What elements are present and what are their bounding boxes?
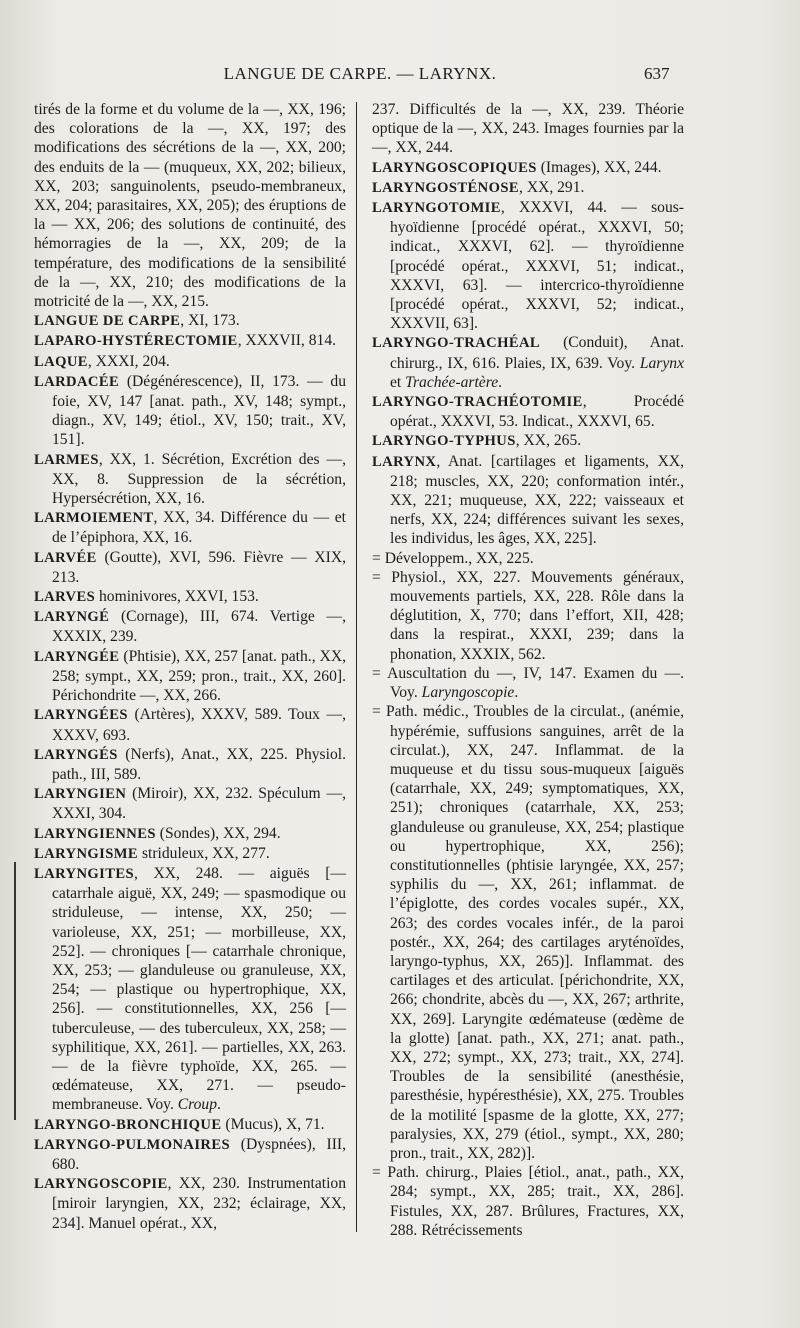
page-number: 637: [644, 64, 670, 83]
entry-text: (Mucus), X, 71.: [221, 1115, 325, 1133]
entry-headword: LARYNGITES: [34, 865, 134, 882]
entry-text: (Artères), XXXV, 589. Toux —, XXXV, 693.: [52, 706, 346, 744]
index-entry: [372, 452, 684, 549]
index-entry: [34, 1174, 346, 1233]
entry-text: , XXXI, 204.: [87, 352, 170, 370]
entry-headword: LARMES: [34, 451, 99, 468]
index-entry: [34, 548, 346, 587]
entry-headword: LAQUE: [34, 353, 88, 370]
entry-cross-reference: Laryngoscopie: [421, 684, 515, 702]
entry-headword: LARYNGIENNES: [34, 825, 156, 842]
index-entry: [34, 100, 346, 311]
index-entry: [34, 844, 346, 864]
entry-headword: LARYNGOTOMIE: [372, 200, 501, 217]
entry-headword: LARYNGO-PULMONAIRES: [34, 1136, 231, 1153]
entry-text: (Images), XX, 244.: [536, 158, 662, 176]
index-entry: [372, 664, 684, 702]
entry-headword: LARYNX: [372, 453, 437, 470]
index-entry: [34, 784, 346, 823]
entry-text: = Path. chirurg., Plaies [étiol., anat., path., XX, 284; sympt., XX, 285; trait., XX, 286]. Fistules, XX, 287. Brûlures, Fractures, XX, 288. Rétrécissements: [372, 1164, 684, 1239]
entry-text: = Développem., XX, 225.: [372, 549, 534, 567]
index-entry: [34, 1135, 346, 1174]
entry-text: , XX, 230. Instrumentation [miroir laryngien, XX, 232; éclairage, XX, 234]. Manuel opérat., XX,: [52, 1175, 346, 1232]
entry-text: .: [217, 1096, 221, 1114]
entry-text: hominivores, XXVI, 153.: [95, 588, 259, 606]
right-column: [372, 100, 684, 1240]
index-entry: [34, 647, 346, 706]
entry-text: , XX, 34. Différence du — et de l’épiphora, XX, 16.: [52, 509, 346, 547]
entry-text: = Auscultation du —, IV, 147. Examen du —. Voy.: [372, 664, 684, 702]
entry-headword: LARYNGÉE: [34, 648, 120, 665]
entry-text: (Cornage), III, 674. Vertige —, XXXIX, 239.: [52, 608, 346, 646]
index-entry: [34, 1115, 346, 1135]
entry-text: .: [514, 684, 519, 702]
entry-text: (Goutte), XVI, 596. Fièvre — XIX, 213.: [52, 548, 346, 586]
index-entry: [34, 331, 346, 351]
entry-headword: LARVÉE: [34, 549, 97, 566]
entry-text: (Nerfs), Anat., XX, 225. Physiol. path., III, 589.: [52, 745, 346, 783]
entry-text: , Anat. [cartilages et ligaments, XX, 218; muscles, XX, 220; conformation intér., XX, 221; muqueuse, XX, 222; vaisseaux et nerfs, XX, 224; différences suivant les sexes, les individus, les âges, XX, 225].: [390, 452, 684, 548]
index-entry: [372, 568, 684, 664]
index-entry: [34, 352, 346, 372]
running-header: [0, 64, 800, 92]
entry-headword: LARYNGISME: [34, 845, 139, 862]
entry-headword: LAPARO-HYSTÉRECTOMIE: [34, 333, 238, 350]
entry-cross-reference: Croup: [177, 1096, 218, 1114]
index-entry: [372, 702, 684, 1163]
entry-text: , XX, 265.: [515, 432, 582, 450]
entry-text: , Procédé opérat., XXXVI, 53. Indicat., XXXVI, 65.: [390, 393, 684, 431]
margin-pencil-mark: [14, 862, 16, 1120]
entry-headword: LARYNGÉ: [34, 609, 110, 626]
index-entry: [372, 549, 684, 568]
index-entry: [372, 178, 684, 198]
entry-headword: LARYNGO-TYPHUS: [372, 433, 516, 450]
entry-headword: LANGUE DE CARPE: [34, 313, 181, 330]
column-divider: [356, 102, 357, 1232]
entry-text: (Dégénérescence), II, 173. — du foie, XV, 147 [anat. path., XV, 148; sympt., diagn., XV, 149; étiol., XV, 150; trait., XV, 151].: [52, 372, 346, 449]
index-entry: [372, 333, 684, 392]
entry-text: (Phtisie), XX, 257 [anat. path., XX, 258; sympt., XX, 259; pron., trait., XX, 260]. Périchondrite —, XX, 266.: [52, 647, 346, 705]
entry-text: = Path. médic., Troubles de la circulat., (anémie, hypérémie, suffusions sanguines, arrêt de la circulat.), XX, 247. Inflammat. de la muqueuse et du tissu sous-muqueux [aiguës (catarrhale, XX, 249; symptomatiques, XX, 251); chroniques (catarrhale, XX, 253; glanduleuse ou granuleuse, XX, 254; plastique ou hypertrophique, XX, 256); constitutionnelles (phtisie laryngée, XX, 257; syphilis du —, XX, 261; inflammat. de l’épiglotte, des cordes vocales supér., XX, 263; des cordes vocales infér., de la paroi postér., XX, 264; des cartilages aryténoïdes, laryngo-typhus, XX, 265)]. Inflammat. des cartilages et des articulat. [périchondrite, XX, 266; chondrite, abcès du —, XX, 267; arthrite, XX, 269]. Laryngite œdémateuse (œdème de la glotte) [anat. path., XX, 271; anat. path., XX, 272; sympt., XX, 273; trait., XX, 274]. Troubles de la sensibilité (anesthésie, paresthésie, hypéresthésie), XX, 275. Troubles de la motilité [spasme de la glotte, XX, 277; paralysies, XX, 279 (étiol., sympt., XX, 280; pron., trait., XX, 282)].: [372, 703, 684, 1162]
entry-text: striduleux, XX, 277.: [138, 844, 270, 862]
entry-text: 237. Difficultés de la —, XX, 239. Théorie optique de la —, XX, 243. Images fournies par la —, XX, 244.: [372, 101, 684, 157]
entry-text: , XXXVI, 44. — sous-hyoïdienne [procédé opérat., XXXVI, 50; indicat., XXXVI, 62]. — thyroïdienne [procédé opérat., XXXVI, 51; indicat., XXXVI, 63]. — intercrico-thyroïdienne [procédé opérat., XXXVI, 52; indicat., XXXVII, 63].: [390, 199, 684, 333]
index-entry: [34, 864, 346, 1115]
entry-text: et: [390, 373, 406, 391]
entry-cross-reference: Larynx: [639, 354, 684, 372]
entry-cross-reference: Trachée-artère: [405, 373, 499, 391]
entry-text: , XI, 173.: [180, 312, 240, 330]
entry-headword: LARYNGO-BRONCHIQUE: [34, 1116, 222, 1133]
entry-text: tirés de la forme et du volume de la —, XX, 196; des colorations de la —, XX, 197; des modifications des sécrétions de la —, XX, 200; des enduits de la — (muqueux, XX, 202; bilieux, XX, 203; sanguinolents, pseudo-membraneux, XX, 204; parasitaires, XX, 205); des éruptions de la — XX, 206; des solutions de continuité, des hémorragies de la —, XX, 209; de la température, des modifications de la sensibilité de la —, XX, 210; des modifications de la motricité de la —, XX, 215.: [34, 101, 346, 311]
left-column: [34, 100, 346, 1233]
entry-headword: LARDACÉE: [34, 373, 120, 390]
index-entry: [372, 100, 684, 158]
entry-text: (Sondes), XX, 294.: [155, 824, 281, 842]
index-entry: [34, 450, 346, 509]
entry-text: .: [498, 373, 503, 391]
index-entry: [34, 508, 346, 547]
entry-headword: LARYNGÉES: [34, 707, 128, 724]
index-entry: [34, 607, 346, 646]
entry-headword: LARYNGO-TRACHÉOTOMIE: [372, 394, 583, 411]
entry-text: = Physiol., XX, 227. Mouvements généraux, mouvements partiels, XX, 228. Rôle dans la déglutition, X, 770; dans l’effort, XII, 428; dans la respirat., XXXI, 239; dans la phonation, XXXIX, 562.: [372, 568, 684, 663]
entry-headword: LARYNGO-TRACHÉAL: [372, 335, 541, 352]
entry-headword: LARYNGOSCOPIE: [34, 1176, 168, 1193]
entry-text: , XX, 291.: [519, 178, 585, 196]
entry-headword: LARYNGOSCOPIQUES: [372, 159, 537, 176]
entry-headword: LARYNGOSTÉNOSE: [372, 179, 520, 196]
entry-headword: LARVES: [34, 589, 96, 606]
index-entry: [372, 158, 684, 178]
entry-headword: LARYNGÉS: [34, 746, 118, 763]
entry-text: (Conduit), Anat. chirurg., IX, 616. Plaies, IX, 639. Voy.: [390, 334, 684, 372]
entry-text: , XXXVII, 814.: [237, 332, 337, 350]
index-entry: [34, 705, 346, 744]
entry-text: , XX, 248. — aiguës [— catarrhale aiguë, XX, 249; — spasmodique ou striduleuse, — intense, XX, 250; — varioleuse, XX, 251; — morbilleuse, XX, 252]. — chroniques [— catarrhale chronique, XX, 253; — glanduleuse ou granuleuse, XX, 254; — plastique ou hypertrophique, XX, 256]. — constitutionnelles, XX, 256 [— tuberculeuse, — des tuberculeux, XX, 258; — syphilitique, XX, 261]. — partielles, XX, 263. — de la fièvre typhoïde, XX, 265. — œdémateuse, XX, 271. — pseudo-membraneuse. Voy.: [52, 864, 346, 1114]
index-entry: [34, 587, 346, 607]
entry-headword: LARYNGIEN: [34, 786, 127, 803]
index-entry: [372, 198, 684, 333]
entry-text: (Miroir), XX, 232. Spéculum —, XXXI, 304.: [52, 785, 346, 823]
index-entry: [34, 745, 346, 784]
entry-text: , XX, 1. Sécrétion, Excrétion des —, XX, 8. Suppression de la sécrétion, Hypersécrétion, XX, 16.: [52, 450, 346, 508]
index-entry: [372, 392, 684, 431]
index-entry: [34, 372, 346, 450]
index-entry: [34, 824, 346, 844]
index-entry: [372, 431, 684, 451]
running-title: LANGUE DE CARPE. — LARYNX.: [223, 64, 497, 83]
entry-headword: LARMOIEMENT: [34, 510, 154, 527]
index-entry: [34, 311, 346, 331]
index-entry: [372, 1163, 684, 1240]
entry-text: (Dyspnées), III, 680.: [52, 1135, 346, 1173]
